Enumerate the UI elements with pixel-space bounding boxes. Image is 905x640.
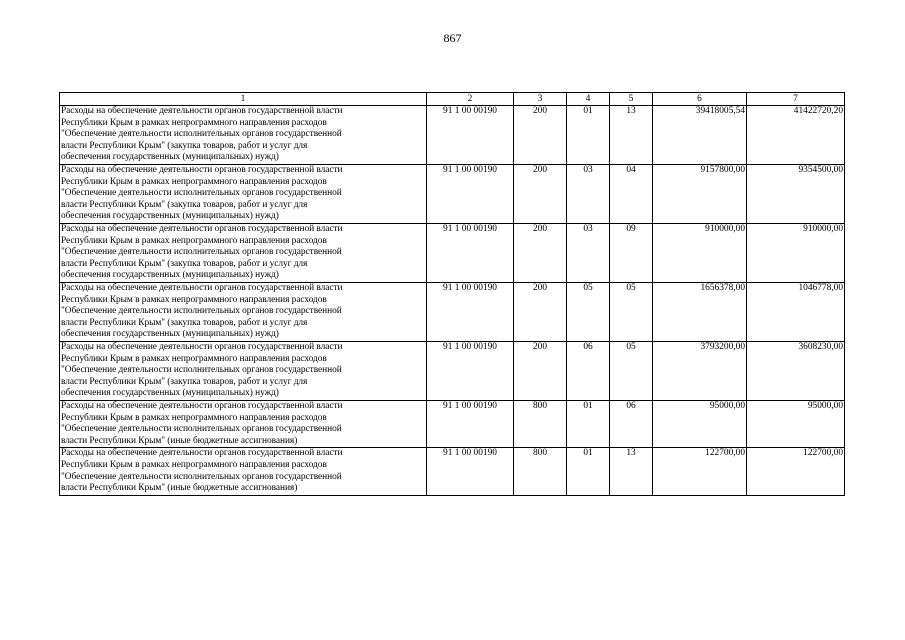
amount-year-1: 95000,00 [653,401,747,448]
description-line: Республики Крым в рамках непрограммного направления расходов [61,294,327,305]
table-row [60,283,845,342]
expense-description [60,401,427,448]
column-number-1: 1 [60,93,427,106]
target-article-code: 91 1 00 00190 [427,448,514,495]
description-line: обеспечения государственных (муниципальных) нужд) [61,329,279,340]
expense-type-code: 200 [514,224,567,283]
amount-year-2: 1046778,00 [747,283,845,342]
description-line: Республики Крым в рамках непрограммного направления расходов [61,176,327,187]
description-line: власти Республики Крым" (закупка товаров, работ и услуг для [61,199,308,210]
description-line: Расходы на обеспечение деятельности органов государственной власти [61,165,343,175]
description-line: обеспечения государственных (муниципальных) нужд) [61,388,279,399]
description-line: власти Республики Крым" (закупка товаров, работ и услуг для [61,140,308,151]
section-code: 01 [567,401,610,448]
description-line: Республики Крым в рамках непрограммного направления расходов [61,235,327,246]
section-code: 01 [567,448,610,495]
table-row [60,448,845,495]
description-line: "Обеспечение деятельности исполнительных органов государственной [61,471,342,482]
description-line: "Обеспечение деятельности исполнительных органов государственной [61,129,342,140]
subsection-code: 05 [610,342,653,401]
column-number-row [60,93,845,106]
description-line: Расходы на обеспечение деятельности органов государственной власти [61,224,343,234]
subsection-code: 04 [610,165,653,224]
description-line: Республики Крым в рамках непрограммного направления расходов [61,353,327,364]
section-code: 03 [567,165,610,224]
expense-type-code: 800 [514,401,567,448]
subsection-code: 06 [610,401,653,448]
description-line: Республики Крым в рамках непрограммного направления расходов [61,459,327,470]
expense-type-code: 800 [514,448,567,495]
amount-year-2: 3608230,00 [747,342,845,401]
amount-year-2: 9354500,00 [747,165,845,224]
expense-type-code: 200 [514,106,567,165]
subsection-code: 13 [610,448,653,495]
expense-description [60,165,427,224]
column-number-3: 3 [514,93,567,106]
description-line: Расходы на обеспечение деятельности органов государственной власти [61,401,343,411]
expense-description [60,283,427,342]
column-number-7: 7 [747,93,845,106]
description-line: "Обеспечение деятельности исполнительных органов государственной [61,424,342,435]
section-code: 05 [567,283,610,342]
table-row [60,165,845,224]
description-line: Республики Крым в рамках непрограммного направления расходов [61,117,327,128]
page-number: 867 [443,31,462,45]
budget-table-body [60,93,845,496]
amount-year-1: 3793200,00 [653,342,747,401]
column-number-4: 4 [567,93,610,106]
section-code: 03 [567,224,610,283]
description-line: "Обеспечение деятельности исполнительных органов государственной [61,306,342,317]
amount-year-1: 1656378,00 [653,283,747,342]
description-line: власти Республики Крым" (иные бюджетные ассигнования) [61,435,298,446]
description-line: "Обеспечение деятельности исполнительных органов государственной [61,247,342,258]
description-line: Расходы на обеспечение деятельности органов государственной власти [61,448,343,459]
description-line: "Обеспечение деятельности исполнительных органов государственной [61,188,342,199]
amount-year-2: 910000,00 [747,224,845,283]
description-line: власти Республики Крым" (закупка товаров, работ и услуг для [61,376,308,387]
description-line: Республики Крым в рамках непрограммного направления расходов [61,412,327,423]
target-article-code: 91 1 00 00190 [427,165,514,224]
subsection-code: 05 [610,283,653,342]
description-line: Расходы на обеспечение деятельности органов государственной власти [61,342,343,352]
table-row [60,401,845,448]
description-line: власти Республики Крым" (закупка товаров, работ и услуг для [61,258,308,269]
subsection-code: 13 [610,106,653,165]
target-article-code: 91 1 00 00190 [427,283,514,342]
section-code: 01 [567,106,610,165]
amount-year-1: 9157800,00 [653,165,747,224]
description-line: обеспечения государственных (муниципальных) нужд) [61,211,279,222]
description-line: власти Республики Крым" (иные бюджетные ассигнования) [61,483,298,494]
amount-year-2: 122700,00 [747,448,845,495]
description-line: "Обеспечение деятельности исполнительных органов государственной [61,365,342,376]
section-code: 06 [567,342,610,401]
expense-type-code: 200 [514,283,567,342]
description-line: Расходы на обеспечение деятельности органов государственной власти [61,283,343,293]
expense-description [60,224,427,283]
description-line: обеспечения государственных (муниципальных) нужд) [61,152,279,163]
column-number-6: 6 [653,93,747,106]
expense-description [60,448,427,495]
target-article-code: 91 1 00 00190 [427,106,514,165]
table-row [60,106,845,165]
expense-type-code: 200 [514,165,567,224]
amount-year-2: 41422720,20 [747,106,845,165]
amount-year-1: 122700,00 [653,448,747,495]
description-line: обеспечения государственных (муниципальных) нужд) [61,270,279,281]
subsection-code: 09 [610,224,653,283]
description-line: Расходы на обеспечение деятельности органов государственной власти [61,106,343,116]
description-line: власти Республики Крым" (закупка товаров, работ и услуг для [61,317,308,328]
budget-table [59,92,845,496]
column-number-5: 5 [610,93,653,106]
expense-description [60,106,427,165]
column-number-2: 2 [427,93,514,106]
amount-year-1: 910000,00 [653,224,747,283]
target-article-code: 91 1 00 00190 [427,342,514,401]
target-article-code: 91 1 00 00190 [427,401,514,448]
amount-year-1: 39418005,54 [653,106,747,165]
table-row [60,342,845,401]
expense-type-code: 200 [514,342,567,401]
table-row [60,224,845,283]
expense-description [60,342,427,401]
target-article-code: 91 1 00 00190 [427,224,514,283]
amount-year-2: 95000,00 [747,401,845,448]
